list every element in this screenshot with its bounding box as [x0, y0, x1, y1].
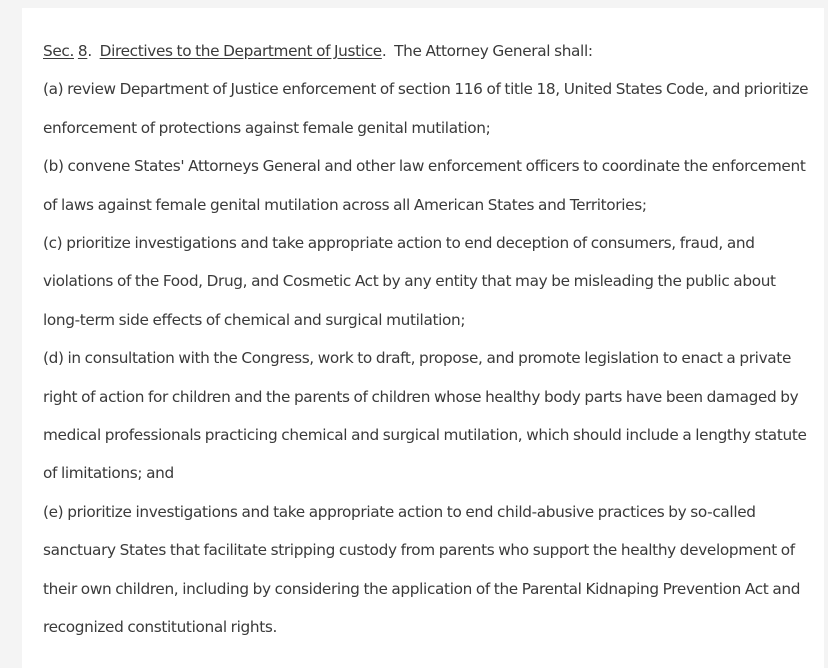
text-line: recognized constitutional rights. [43, 618, 277, 637]
text-line: of limitations; and [43, 464, 174, 483]
section-text [43, 32, 818, 647]
text-line: sanctuary States that facilitate stripping custody from parents who support the healthy development of [43, 541, 795, 560]
text-line: (c) prioritize investigations and take appropriate action to end deception of consumers, fraud, and [43, 234, 755, 253]
section-heading-line: Sec. 8. Directives to the Department of Justice. The Attorney General shall: [43, 42, 593, 60]
text-line: medical professionals practicing chemical and surgical mutilation, which should include a lengthy statute [43, 426, 807, 445]
section-number: 8 [77, 42, 88, 60]
text-line: (e) prioritize investigations and take appropriate action to end child-abusive practices by so-called [43, 502, 756, 521]
text-line: (a) review Department of Justice enforcement of section 116 of title 18, United States Code, and prioritize [43, 80, 809, 99]
document-page [22, 8, 824, 668]
text-line: (d) in consultation with the Congress, work to draft, propose, and promote legislation to enact a private [43, 349, 792, 368]
text-line: right of action for children and the parents of children whose healthy body parts have been damaged by [43, 387, 799, 406]
text-line: violations of the Food, Drug, and Cosmetic Act by any entity that may be misleading the public about [43, 272, 776, 291]
section-label: Sec. [43, 42, 74, 60]
text-line: (b) convene States' Attorneys General and other law enforcement officers to coordinate the enforcement [43, 157, 806, 176]
section-heading: Directives to the Department of Justice [99, 42, 382, 60]
text-line: enforcement of protections against female genital mutilation; [43, 118, 491, 137]
text-line: long-term side effects of chemical and surgical mutilation; [43, 310, 466, 329]
section-lead: The Attorney General shall: [394, 42, 593, 60]
text-line: of laws against female genital mutilation across all American States and Territories; [43, 195, 647, 214]
text-line: their own children, including by considering the application of the Parental Kidnaping Prevention Act and [43, 579, 801, 598]
